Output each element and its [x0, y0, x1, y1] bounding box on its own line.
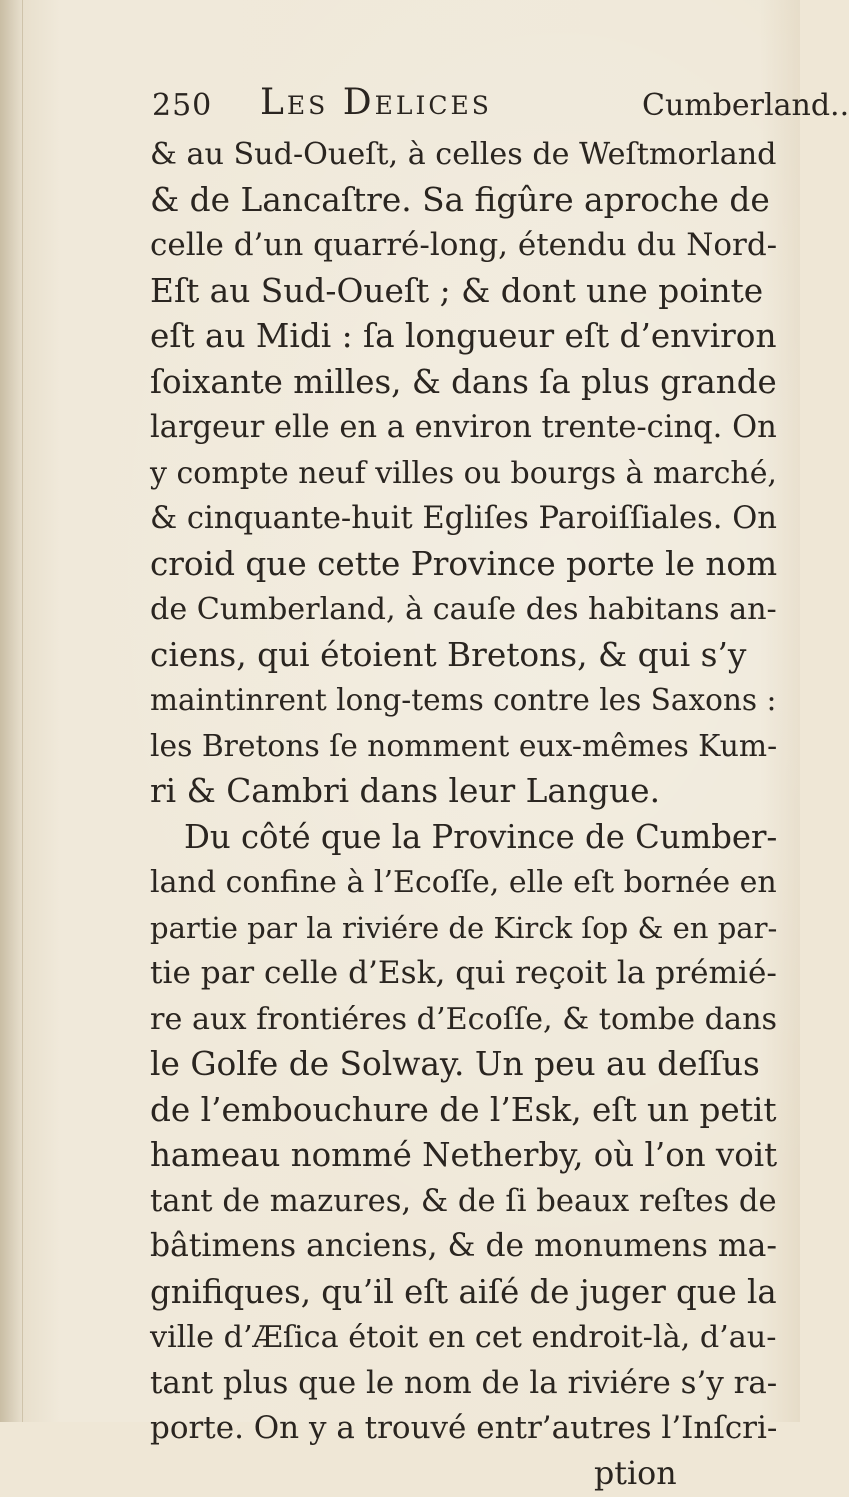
text-line: Eſt au Sud-Oueſt ; & dont une pointe	[150, 269, 800, 315]
running-title: Les Delices	[260, 82, 492, 123]
body-text	[150, 132, 800, 1497]
text-line: re aux frontiéres d’Ecoſſe, & tombe dans	[150, 997, 800, 1043]
text-line: maintinrent long-tems contre les Saxons :	[150, 678, 800, 724]
text-line: les Bretons ſe nomment eux-mêmes Kum-	[150, 724, 800, 770]
text-line: ſoixante milles, & dans ſa plus grande	[150, 360, 800, 406]
running-place: Cumberland..	[642, 88, 849, 123]
text-line: celle d’un quarré-long, étendu du Nord-	[150, 223, 800, 269]
text-line: croid que cette Province porte le nom	[150, 542, 800, 588]
text-line: de l’embouchure de l’Esk, eſt un petit	[150, 1088, 800, 1134]
text-line: de Cumberland, à cauſe des habitans an-	[150, 587, 800, 633]
text-line: tant plus que le nom de la riviére s’y ra-	[150, 1361, 800, 1407]
text-line: le Golfe de Solway. Un peu au deſſus	[150, 1042, 800, 1088]
text-line: land confine à l’Ecoſſe, elle eſt bornée en	[150, 860, 800, 906]
text-line: ville d’Æſica étoit en cet endroit-là, d’au-	[150, 1315, 800, 1361]
text-line: tie par celle d’Esk, qui reçoit la prémié-	[150, 951, 800, 997]
text-line: & au Sud-Oueſt, à celles de Weſtmorland	[150, 132, 800, 178]
text-line: gnifiques, qu’il eſt aiſé de juger que la	[150, 1270, 800, 1316]
text-line: largeur elle en a environ trente-cinq. On	[150, 405, 800, 451]
page-number: 250	[152, 88, 212, 123]
page-binding-edge	[0, 0, 23, 1422]
text-line: tant de mazures, & de ſi beaux reſtes de	[150, 1179, 800, 1225]
text-line: hameau nommé Netherby, où l’on voit	[150, 1133, 800, 1179]
catchword: ption	[150, 1452, 800, 1497]
text-line: & cinquante-huit Egliſes Paroiſſiales. On	[150, 496, 800, 542]
text-line: partie par la riviére de Kirck ſop & en par-	[150, 906, 800, 952]
text-line: y compte neuf villes ou bourgs à marché,	[150, 451, 800, 497]
text-line: ri & Cambri dans leur Langue.	[150, 769, 800, 815]
page-header	[152, 82, 792, 122]
paragraph-start-line: Du côté que la Province de Cumber-	[150, 815, 800, 861]
text-line: ciens, qui étoient Bretons, & qui s’y	[150, 633, 800, 679]
text-line: & de Lancaſtre. Sa figûre aproche de	[150, 178, 800, 224]
text-line: porte. On y a trouvé entr’autres l’Inſcri-	[150, 1406, 800, 1452]
text-line: bâtimens anciens, & de monumens ma-	[150, 1224, 800, 1270]
text-line: eſt au Midi : ſa longueur eſt d’environ	[150, 314, 800, 360]
